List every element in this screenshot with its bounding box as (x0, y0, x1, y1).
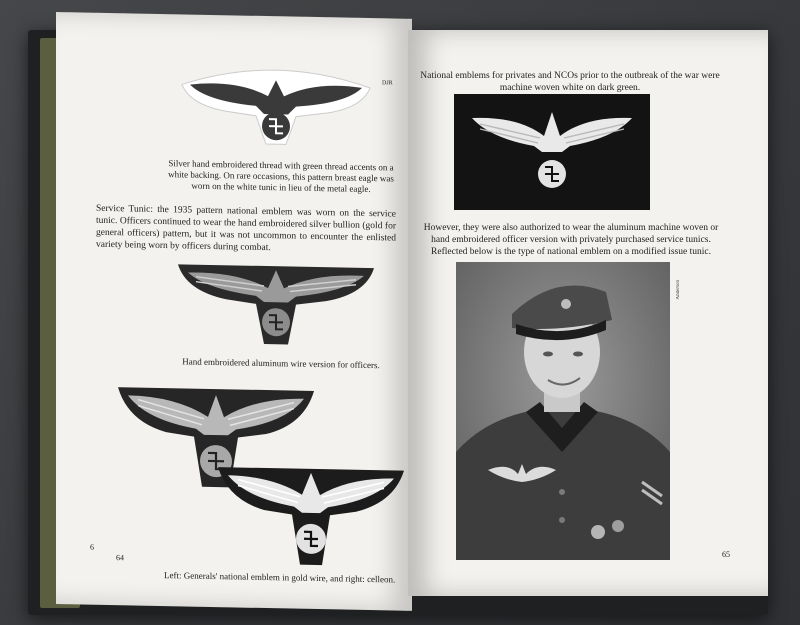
page-edge-mark: 6 (90, 542, 94, 552)
left-page (56, 12, 412, 611)
right-page (408, 30, 768, 596)
soldier-portrait-photo (456, 262, 670, 560)
eagle-patch-nco-woven-image (454, 94, 650, 210)
page-number-right: 65 (722, 550, 730, 559)
body-paragraph-right: However, they were also authorized to wear the aluminum machine woven or hand embroidered officer version with privately purchased service tunics. Reflected below is the type of national emblem on a modified issue tunic. (423, 223, 719, 257)
eagle-patch-celleon (216, 463, 406, 571)
eagle-patch-white-backing-image (176, 54, 376, 158)
eagle-patch-officer-wire (176, 254, 376, 354)
eagle-patch-celleon-image (216, 463, 406, 571)
photo-credit: Anderson (676, 280, 681, 300)
caption-top: Silver hand embroidered thread with green thread accents on a white backing. On rare occasions, this pattern breast eagle was worn on the white tunic in lieu of the metal eagle. (168, 158, 394, 195)
soldier-portrait-image (456, 262, 670, 560)
eagle-patch-white-backing (176, 54, 376, 158)
caption-bottom: Left: Generals' national emblem in gold wire, and right: celleon. (164, 570, 396, 585)
eagle-patch-officer-wire-image (176, 254, 376, 354)
caption-middle: Hand embroidered aluminum wire version for officers. (182, 356, 380, 371)
intro-paragraph: National emblems for privates and NCOs prior to the outbreak of the war were machine woven white on dark green. (420, 71, 720, 93)
corner-mark: DJR (382, 80, 393, 87)
page-number-left: 64 (116, 553, 124, 563)
eagle-patch-nco-woven (454, 94, 650, 210)
body-paragraph-left: Service Tunic: the 1935 pattern national emblem was worn on the service tunic. Officers continued to wear the hand embroidered silver bullion (gold for general officers) pattern, but it was not uncommon to encounter the enlisted variety being worn by officers during combat. (96, 203, 396, 254)
